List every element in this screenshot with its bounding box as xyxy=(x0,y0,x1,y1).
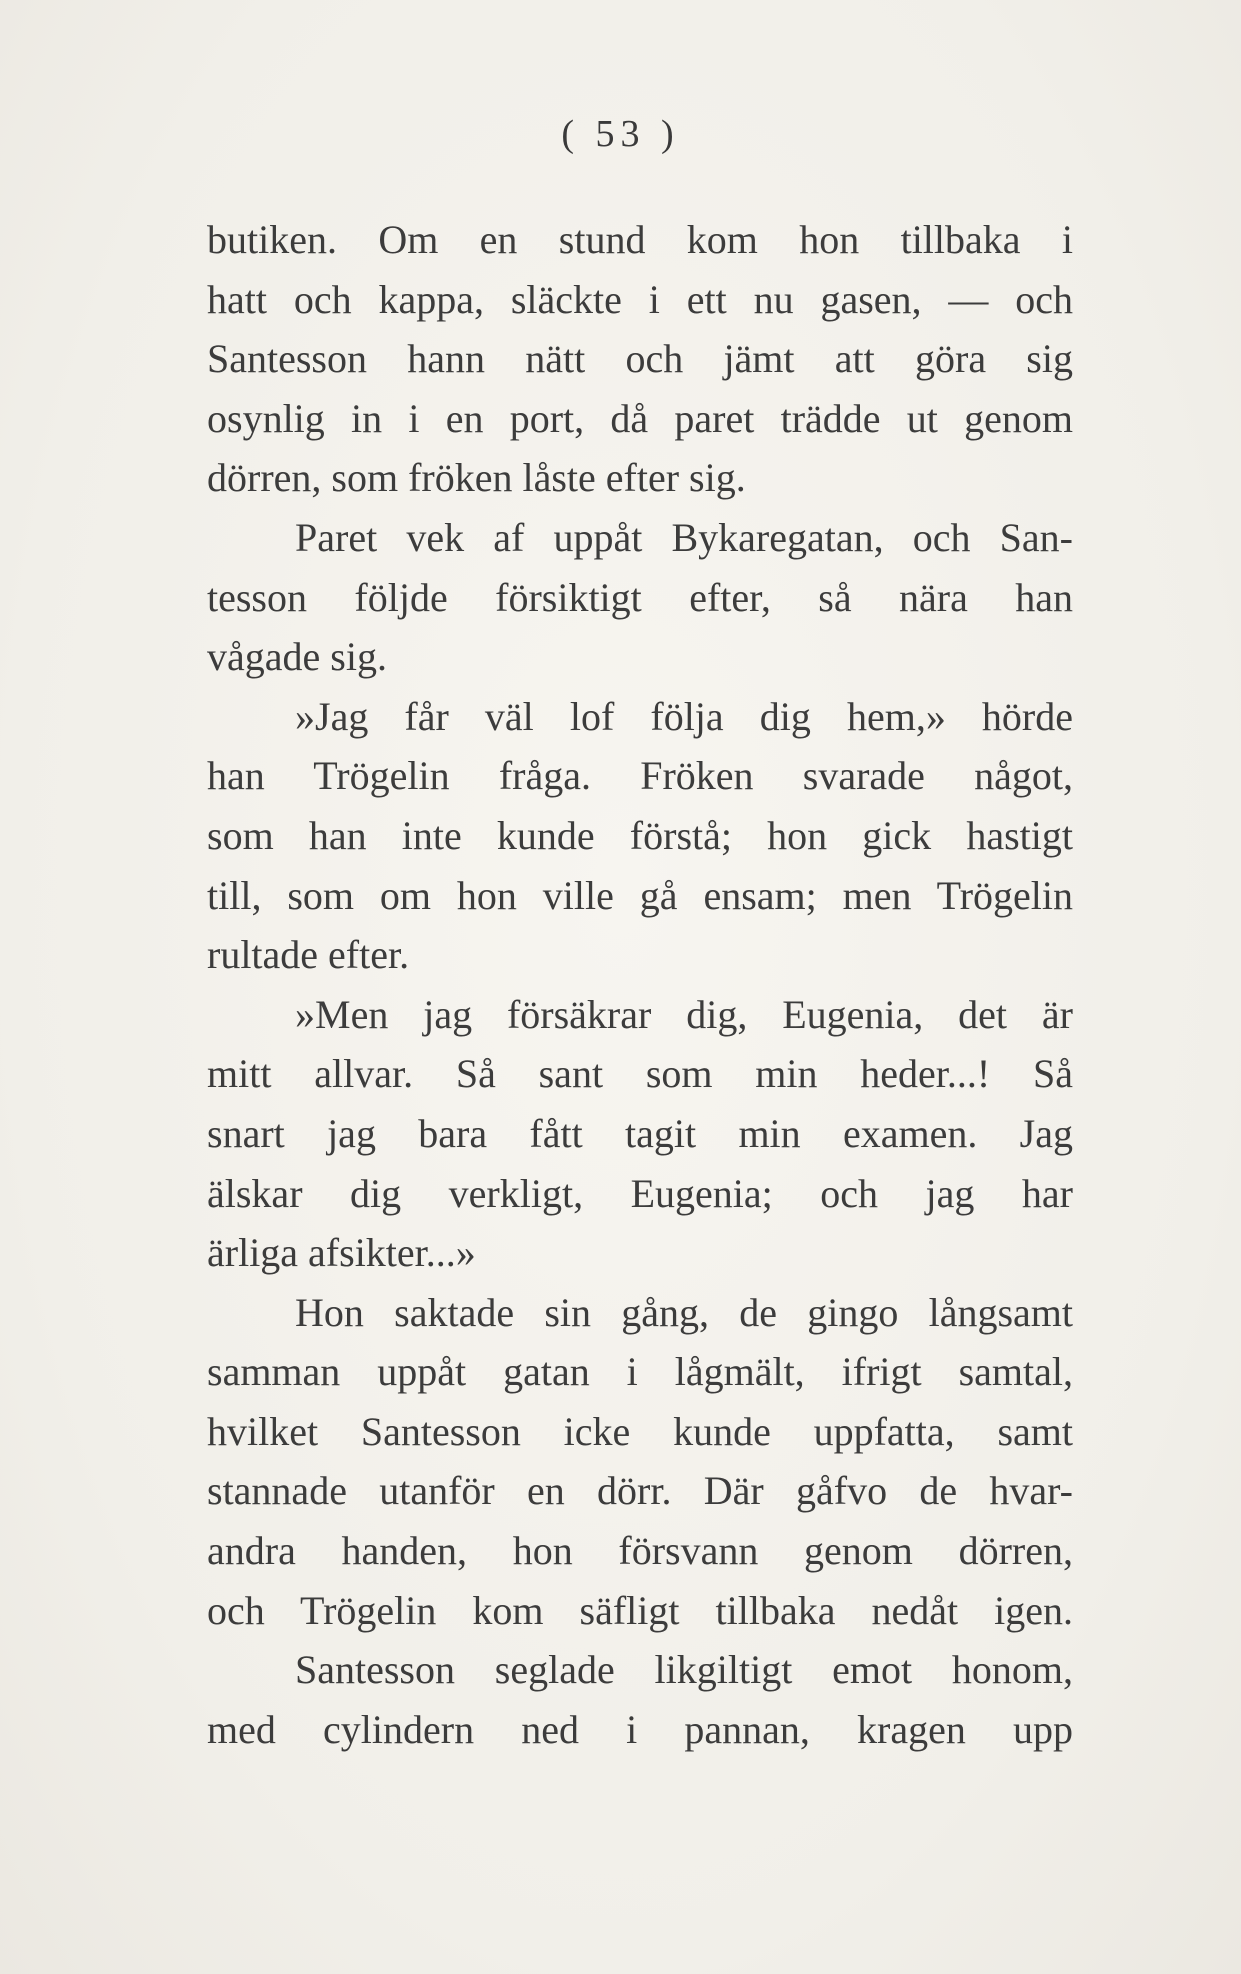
text-line: han Trögelin fråga. Fröken svarade något, xyxy=(207,753,1073,799)
text-line: samman uppåt gatan i lågmält, ifrigt samtal, xyxy=(207,1349,1073,1395)
text-line: älskar dig verkligt, Eugenia; och jag har xyxy=(207,1170,1073,1216)
text-line: snart jag bara fått tagit min examen. Jag xyxy=(207,1110,1073,1156)
text-line: hatt och kappa, släckte i ett nu gasen, — och xyxy=(207,276,1073,322)
text-line: ärliga afsikter...» xyxy=(207,1230,476,1276)
page-number: ( 53 ) xyxy=(561,113,680,155)
text-line: »Jag får väl lof följa dig hem,» hörde xyxy=(295,693,1073,739)
text-line: Santesson hann nätt och jämt att göra sig xyxy=(207,336,1073,382)
text-line: dörren, som fröken låste efter sig. xyxy=(207,455,746,501)
text-line: »Men jag försäkrar dig, Eugenia, det är xyxy=(295,991,1073,1037)
text-line: vågade sig. xyxy=(207,634,387,680)
text-line: Paret vek af uppåt Bykaregatan, och San- xyxy=(295,514,1073,560)
text-line: Santesson seglade likgiltigt emot honom, xyxy=(295,1647,1073,1693)
text-line: hvilket Santesson icke kunde uppfatta, samt xyxy=(207,1408,1073,1454)
text-line: butiken. Om en stund kom hon tillbaka i xyxy=(207,217,1073,262)
text-line: och Trögelin kom säfligt tillbaka nedåt igen. xyxy=(207,1587,1073,1633)
text-line: rultade efter. xyxy=(207,932,410,978)
text-line: till, som om hon ville gå ensam; men Trögelin xyxy=(207,872,1073,918)
text-line: Hon saktade sin gång, de gingo långsamt xyxy=(295,1289,1073,1335)
body-text xyxy=(207,210,1073,1759)
text-line: osynlig in i en port, då paret trädde ut genom xyxy=(207,395,1073,441)
text-line: mitt allvar. Så sant som min heder...! Så xyxy=(207,1051,1073,1097)
text-line: med cylindern ned i pannan, kragen upp xyxy=(207,1706,1073,1752)
text-line: tesson följde försiktigt efter, så nära han xyxy=(207,574,1073,620)
text-line: stannade utanför en dörr. Där gåfvo de hvar- xyxy=(207,1468,1073,1514)
text-line: som han inte kunde förstå; hon gick hastigt xyxy=(207,812,1073,858)
text-line: andra handen, hon försvann genom dörren, xyxy=(207,1528,1073,1574)
